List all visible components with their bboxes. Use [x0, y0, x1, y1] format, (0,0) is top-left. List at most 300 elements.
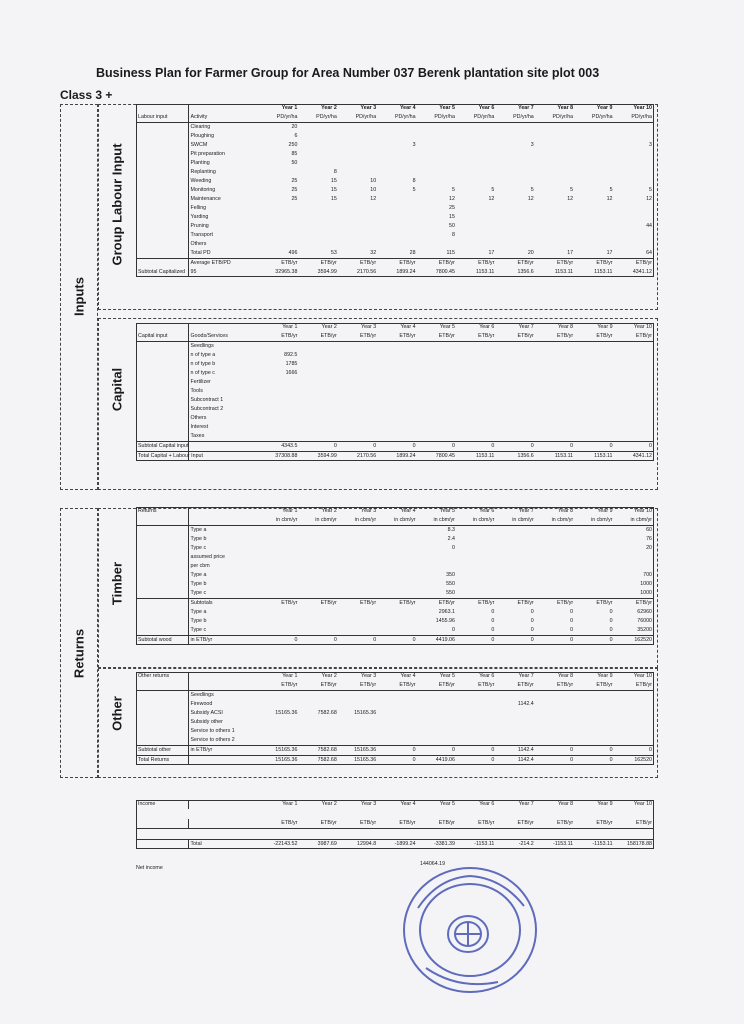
labour-row-9-value-y7 — [496, 204, 535, 213]
labour-subtotal-value-y8: 1153.11 — [554, 269, 574, 275]
timber-row-5-label: Type a — [190, 572, 207, 578]
table-row — [136, 626, 654, 636]
labour-row-3-value-y2 — [299, 150, 338, 159]
capital-total-value-y3: 2170.56 — [339, 452, 378, 462]
labour-row-14-col0 — [136, 249, 188, 259]
labour-row-5-value-y9 — [575, 168, 614, 177]
other-header-unit-value-y2: ETB/yr — [299, 681, 338, 691]
timber-row-5-value-y3 — [339, 571, 378, 580]
table-row — [136, 369, 654, 378]
timber-subtotal-row-0-value-y9: 0 — [609, 609, 613, 615]
labour-row-11-value-y6 — [457, 222, 496, 231]
other-row-0-value-y8 — [536, 691, 575, 701]
capital-row-3-value-y3 — [339, 369, 378, 378]
labour-header-year-value-y10: Year 10 — [633, 105, 652, 111]
labour-header-year-value-y4: Year 4 — [399, 105, 416, 111]
labour-row-3-value-y10 — [615, 150, 654, 159]
other-total-returns-value-y5: 4419.06 — [418, 756, 457, 766]
other-header-unit-value-y1: ETB/yr — [260, 681, 299, 691]
timber-row-6-label: Type b — [190, 581, 207, 587]
labour-row-11-label: Pruning — [190, 223, 209, 229]
labour-row-0-value-y8 — [536, 123, 575, 133]
other-subtotal-value-y6: 0 — [457, 746, 496, 756]
labour-row-4-value-y5 — [418, 159, 457, 168]
timber-row-5-value-y5: 350 — [446, 572, 455, 578]
labour-row-0-value-y4 — [378, 123, 417, 133]
other-row-0-label: Seedlings — [190, 692, 214, 698]
capital-row-4-value-y1 — [260, 378, 299, 387]
other-row-5-label: Service to others 2 — [190, 737, 235, 743]
labour-row-13-value-y6 — [457, 240, 496, 249]
capital-header-year-value-y8: Year 8 — [558, 324, 574, 330]
timber-row-0-value-y8 — [536, 526, 575, 536]
capital-row-6-col0 — [136, 396, 188, 405]
capital-row-7-label: Subcontract 2 — [190, 406, 224, 412]
timber-row-5-value-y4 — [378, 571, 417, 580]
labour-row-8-col0 — [136, 195, 188, 204]
capital-row-10-value-y1 — [260, 432, 299, 442]
timber-row-2-value-y8 — [536, 544, 575, 553]
timber-row-5-value-y9 — [575, 571, 614, 580]
table-row — [136, 387, 654, 396]
labour-row-11-value-y5: 50 — [449, 223, 455, 229]
labour-row-3-col0 — [136, 150, 188, 159]
spacer-row — [136, 829, 654, 840]
capital-subtotal-value-y2: 0 — [299, 442, 338, 452]
capital-row-5-value-y5 — [418, 387, 457, 396]
other-row-4-value-y7 — [496, 727, 535, 736]
table-row — [136, 432, 654, 442]
income-header-year-value-y10: Year 10 — [633, 801, 652, 807]
capital-total-value-y1: 37308.88 — [260, 452, 299, 462]
official-stamp-icon — [398, 858, 550, 998]
timber-row-0-value-y10: 60 — [646, 527, 652, 533]
capital-subtotal-value-y1: 4343.5 — [260, 442, 299, 452]
labour-row-9-value-y2 — [299, 204, 338, 213]
labour-row-9-value-y5: 25 — [449, 205, 455, 211]
capital-header-unit-value-y7: ETB/yr — [496, 332, 535, 342]
capital-row-9-value-y6 — [457, 423, 496, 432]
income-header-unit-col0 — [136, 819, 188, 829]
timber-row-3-value-y4 — [378, 553, 417, 562]
labour-row-14-value-y1: 496 — [288, 250, 298, 256]
timber-subtotals-units-col0 — [136, 599, 188, 609]
timber-row-2-value-y10: 20 — [646, 545, 652, 551]
other-subtotal-value-y9: 0 — [575, 746, 614, 756]
labour-row-11-value-y7 — [496, 222, 535, 231]
labour-row-12-value-y10 — [615, 231, 654, 240]
labour-row-12-value-y8 — [536, 231, 575, 240]
other-row-2-value-y1: 15165.36 — [275, 710, 298, 716]
timber-row-2-value-y5: 0 — [452, 545, 455, 551]
labour-row-11-col0 — [136, 222, 188, 231]
other-total-returns-value-y2: 7582.68 — [299, 756, 338, 766]
spacer-cell — [136, 809, 654, 819]
other-row-3-value-y5 — [418, 718, 457, 727]
net-income-value: 144064.19 — [420, 861, 446, 867]
labour-subtotal-value-y5: 7800.45 — [435, 269, 455, 275]
labour-row-2-value-y2 — [299, 141, 338, 150]
labour-row-2-label: SWCM — [190, 142, 208, 148]
capital-row-6-value-y3 — [339, 396, 378, 405]
labour-row-13-value-y9 — [575, 240, 614, 249]
capital-row-2-value-y3 — [339, 360, 378, 369]
timber-row-6-value-y8 — [536, 580, 575, 589]
capital-row-1-value-y5 — [418, 351, 457, 360]
labour-avg-value-y1: ETB/yr — [260, 259, 299, 269]
timber-subtotal-row-0-value-y1 — [260, 608, 299, 617]
other-row-5-value-y9 — [575, 736, 614, 746]
timber-row-7-value-y6 — [457, 589, 496, 599]
capital-subtotal-value-y9: 0 — [575, 442, 614, 452]
other-row-0-value-y9 — [575, 691, 614, 701]
labour-row-5-value-y5 — [418, 168, 457, 177]
capital-row-0-value-y5 — [418, 342, 457, 352]
capital-row-3-value-y8 — [536, 369, 575, 378]
labour-row-14-value-y6: 17 — [488, 250, 495, 256]
labour-row-11-value-y3 — [339, 222, 378, 231]
capital-row-1-value-y3 — [339, 351, 378, 360]
other-header-year-value-y4: Year 4 — [400, 673, 416, 679]
capital-header-unit-col0: Capital input — [136, 332, 188, 342]
table-row — [136, 159, 654, 168]
timber-label: Timber — [109, 561, 125, 606]
timber-header-unit-value-y9: in cbm/yr — [575, 516, 614, 526]
labour-row-14-value-y3: 32 — [370, 250, 377, 256]
capital-header-year-value-y4: Year 4 — [400, 324, 416, 330]
income-table — [136, 800, 654, 849]
table-row — [136, 222, 654, 231]
labour-row-0-value-y6 — [457, 123, 496, 133]
labour-header-unit-value-y5: PD/yr/ha — [418, 113, 457, 123]
labour-subtotal-value-y4: 1899.24 — [396, 269, 416, 275]
other-row-2-value-y9 — [575, 709, 614, 718]
capital-row-4-value-y9 — [575, 378, 614, 387]
timber-header-year-value-y5: Year 5 — [439, 508, 455, 514]
table-row — [136, 323, 654, 332]
labour-row-2-value-y9 — [575, 141, 614, 150]
table-row — [136, 736, 654, 746]
timber-row-7-label: Type c — [190, 590, 207, 596]
capital-row-2-value-y9 — [575, 360, 614, 369]
labour-row-7-value-y5: 5 — [452, 187, 455, 193]
other-total-returns-value-y4: 0 — [378, 756, 417, 766]
capital-row-8-value-y3 — [339, 414, 378, 423]
table-row — [136, 249, 654, 259]
capital-row-1-value-y1: 892.5 — [284, 352, 298, 358]
capital-row-9-value-y9 — [575, 423, 614, 432]
other-total-returns-col0: Total Returns — [136, 756, 188, 766]
timber-subtotal-row-2-value-y9: 0 — [609, 627, 613, 633]
labour-row-7-label: Monitoring — [190, 187, 216, 193]
other-row-5-value-y10 — [615, 736, 654, 746]
capital-header-year-value-y1: Year 1 — [282, 324, 298, 330]
income-total-value-y9: -1153.11 — [575, 840, 614, 850]
timber-row-7-value-y7 — [496, 589, 535, 599]
other-subtotal-value-y3: 15165.36 — [339, 746, 378, 756]
labour-row-10-value-y9 — [575, 213, 614, 222]
capital-row-4-value-y10 — [615, 378, 654, 387]
timber-row-6-value-y5: 550 — [446, 581, 455, 587]
income-header-year-col0: Income — [136, 800, 188, 809]
income-total-value-y10: 158178.88 — [615, 840, 654, 850]
other-header-year-value-y9: Year 9 — [597, 673, 613, 679]
income-total-value-y6: -1153.11 — [457, 840, 496, 850]
timber-row-7-value-y10: 1000 — [640, 590, 652, 596]
other-subtotal-value-y7: 1142.4 — [496, 746, 535, 756]
other-row-4-value-y5 — [418, 727, 457, 736]
class-label: Class 3 + — [60, 88, 113, 102]
timber-row-1-label: Type b — [190, 536, 207, 542]
capital-row-10-col0 — [136, 432, 188, 442]
income-header-year-value-y9: Year 9 — [597, 801, 613, 807]
timber-row-4-value-y10 — [615, 562, 654, 571]
other-row-2-label: Subsidy ACSI — [190, 710, 223, 716]
labour-row-3-value-y1: 85 — [291, 151, 298, 157]
other-row-5-value-y4 — [378, 736, 417, 746]
capital-row-1-label: n of type a — [190, 352, 216, 358]
income-total-value-y5: -3381.39 — [418, 840, 457, 850]
capital-total-value-y8: 1153.11 — [536, 452, 575, 462]
labour-row-3-value-y3 — [339, 150, 378, 159]
other-total-returns-label — [188, 756, 260, 766]
capital-row-7-value-y1 — [260, 405, 299, 414]
labour-row-8-value-y9: 12 — [606, 196, 613, 202]
table-row — [136, 507, 654, 516]
labour-row-4-value-y9 — [575, 159, 614, 168]
capital-row-8-value-y6 — [457, 414, 496, 423]
capital-row-6-value-y6 — [457, 396, 496, 405]
table-row — [136, 414, 654, 423]
timber-subtotals-units-value-y7: ETB/yr — [496, 599, 535, 609]
timber-subtotal-wood-value-y7: 0 — [496, 636, 535, 646]
table-row — [136, 819, 654, 829]
capital-row-3-label: n of type c — [190, 370, 215, 376]
capital-row-10-value-y7 — [496, 432, 535, 442]
other-total-returns-value-y10: 162520 — [615, 756, 654, 766]
timber-header-year-value-y8: Year 8 — [558, 508, 574, 514]
labour-row-4-value-y2 — [299, 159, 338, 168]
timber-row-2-col0 — [136, 544, 188, 553]
other-header-unit-value-y5: ETB/yr — [418, 681, 457, 691]
labour-row-1-value-y9 — [575, 132, 614, 141]
table-row — [136, 709, 654, 718]
income-header-unit-value-y10: ETB/yr — [615, 819, 654, 829]
income-total-value-y1: -22143.52 — [260, 840, 299, 850]
capital-row-9-value-y4 — [378, 423, 417, 432]
table-row — [136, 571, 654, 580]
timber-row-2-value-y4 — [378, 544, 417, 553]
timber-row-0-value-y3 — [339, 526, 378, 536]
capital-row-4-col0 — [136, 378, 188, 387]
other-subtotal-value-y8: 0 — [536, 746, 575, 756]
labour-row-9-value-y8 — [536, 204, 575, 213]
timber-row-0-value-y9 — [575, 526, 614, 536]
capital-row-1-value-y2 — [299, 351, 338, 360]
timber-header-unit-value-y10: in cbm/yr — [615, 516, 654, 526]
income-header-year-value-y7: Year 7 — [518, 801, 534, 807]
timber-row-4-value-y7 — [496, 562, 535, 571]
labour-row-2-value-y6 — [457, 141, 496, 150]
labour-row-13-value-y1 — [260, 240, 299, 249]
other-row-2-col0 — [136, 709, 188, 718]
other-header-year-value-y7: Year 7 — [518, 673, 534, 679]
table-row — [136, 580, 654, 589]
labour-header-year-label — [188, 104, 260, 113]
labour-header-unit-value-y7: PD/yr/ha — [496, 113, 535, 123]
capital-row-8-value-y1 — [260, 414, 299, 423]
timber-subtotal-row-0-value-y4 — [378, 608, 417, 617]
labour-row-10-value-y5: 15 — [449, 214, 455, 220]
capital-row-1-value-y4 — [378, 351, 417, 360]
capital-row-10-value-y6 — [457, 432, 496, 442]
timber-row-2-value-y2 — [299, 544, 338, 553]
labour-row-2-value-y7: 3 — [530, 142, 534, 148]
other-total-returns-value-y1: 15165.36 — [260, 756, 299, 766]
labour-row-1-value-y4 — [378, 132, 417, 141]
other-subtotal-col0: Subtotal other — [136, 746, 188, 756]
labour-row-8-value-y7: 12 — [527, 196, 534, 202]
labour-row-0-value-y3 — [339, 123, 378, 133]
other-row-3-value-y9 — [575, 718, 614, 727]
labour-row-6-value-y9 — [575, 177, 614, 186]
table-row — [136, 204, 654, 213]
timber-row-4-col0 — [136, 562, 188, 571]
timber-subtotals-units-value-y4: ETB/yr — [378, 599, 417, 609]
labour-row-5-value-y7 — [496, 168, 535, 177]
capital-row-8-value-y8 — [536, 414, 575, 423]
timber-row-5-value-y2 — [299, 571, 338, 580]
other-header-year-col0: Other returns — [136, 672, 188, 681]
timber-row-3-col0 — [136, 553, 188, 562]
other-header-year-value-y2: Year 2 — [321, 673, 337, 679]
timber-row-3-value-y10 — [615, 553, 654, 562]
table-row — [136, 123, 654, 133]
labour-row-5-value-y6 — [457, 168, 496, 177]
labour-row-1-value-y6 — [457, 132, 496, 141]
other-row-2-value-y2: 7582.68 — [317, 710, 337, 716]
table-row — [136, 727, 654, 736]
capital-total-value-y7: 1356.6 — [496, 452, 535, 462]
labour-row-5-value-y8 — [536, 168, 575, 177]
timber-subtotal-row-2-value-y1 — [260, 626, 299, 636]
labour-row-12-value-y7 — [496, 231, 535, 240]
timber-row-5-value-y6 — [457, 571, 496, 580]
capital-total-value-y5: 7800.45 — [418, 452, 457, 462]
timber-row-3-value-y8 — [536, 553, 575, 562]
labour-row-14-value-y7: 20 — [527, 250, 534, 256]
labour-subtotal-value-y10: 4341.12 — [632, 269, 652, 275]
income-total-value-y8: -1153.11 — [536, 840, 575, 850]
capital-row-4-value-y8 — [536, 378, 575, 387]
other-header-year-value-y5: Year 5 — [439, 673, 455, 679]
labour-header-unit-value-y10: PD/yr/ha — [615, 113, 654, 123]
timber-row-5-value-y7 — [496, 571, 535, 580]
other-row-0-value-y10 — [615, 691, 654, 701]
other-row-0-value-y4 — [378, 691, 417, 701]
capital-row-1-value-y7 — [496, 351, 535, 360]
timber-row-4-value-y8 — [536, 562, 575, 571]
capital-row-5-label: Tools — [190, 388, 203, 394]
timber-row-1-value-y4 — [378, 535, 417, 544]
table-row — [136, 342, 654, 352]
table-row — [136, 589, 654, 599]
timber-header-unit-value-y7: in cbm/yr — [496, 516, 535, 526]
timber-subtotal-row-0-value-y3 — [339, 608, 378, 617]
table-row — [136, 150, 654, 159]
labour-row-4-value-y1: 50 — [291, 160, 298, 166]
returns-label: Returns — [71, 628, 87, 679]
capital-row-4-value-y5 — [418, 378, 457, 387]
labour-subtotal-value-y2: 3594.99 — [317, 269, 337, 275]
capital-input-table — [136, 323, 654, 461]
labour-row-8-value-y6: 12 — [488, 196, 495, 202]
labour-row-9-value-y6 — [457, 204, 496, 213]
other-row-5-value-y7 — [496, 736, 535, 746]
labour-row-8-value-y3: 12 — [370, 196, 377, 202]
capital-row-5-value-y4 — [378, 387, 417, 396]
labour-row-7-value-y4: 5 — [412, 187, 416, 193]
labour-row-12-value-y9 — [575, 231, 614, 240]
other-subtotal-value-y2: 7582.68 — [299, 746, 338, 756]
labour-row-9-value-y10 — [615, 204, 654, 213]
capital-row-7-value-y7 — [496, 405, 535, 414]
capital-header-year-value-y7: Year 7 — [518, 324, 534, 330]
capital-row-7-value-y5 — [418, 405, 457, 414]
capital-row-9-col0 — [136, 423, 188, 432]
labour-avg-value-y8: ETB/yr — [536, 259, 575, 269]
labour-row-3-value-y7 — [496, 150, 535, 159]
timber-row-7-value-y9 — [575, 589, 614, 599]
other-row-2-value-y6 — [457, 709, 496, 718]
other-row-4-label: Service to others 1 — [190, 728, 235, 734]
table-row — [136, 672, 654, 681]
capital-row-10-value-y9 — [575, 432, 614, 442]
timber-subtotal-row-1-value-y8: 0 — [570, 618, 574, 624]
other-total-returns-value-y6: 0 — [457, 756, 496, 766]
timber-subtotal-row-1-value-y1 — [260, 617, 299, 626]
capital-row-3-value-y6 — [457, 369, 496, 378]
labour-subtotal-value-y6: 1153.11 — [475, 269, 495, 275]
timber-row-7-value-y8 — [536, 589, 575, 599]
other-row-5-col0 — [136, 736, 188, 746]
timber-subtotal-row-1-value-y10: 76000 — [637, 618, 652, 624]
timber-subtotals-units-value-y6: ETB/yr — [457, 599, 496, 609]
other-row-3-value-y4 — [378, 718, 417, 727]
timber-row-2-value-y1 — [260, 544, 299, 553]
other-row-0-value-y6 — [457, 691, 496, 701]
timber-header-unit-value-y2: in cbm/yr — [299, 516, 338, 526]
timber-subtotal-wood-value-y6: 0 — [457, 636, 496, 646]
labour-row-9-value-y4 — [378, 204, 417, 213]
other-row-0-value-y3 — [339, 691, 378, 701]
table-row — [136, 132, 654, 141]
labour-row-0-value-y7 — [496, 123, 535, 133]
other-row-1-value-y8 — [536, 700, 575, 709]
timber-subtotal-wood-col0: Subtotal wood — [136, 636, 188, 646]
labour-row-1-value-y7 — [496, 132, 535, 141]
labour-avg-label: Average ETB/PD — [188, 259, 260, 269]
other-subtotal-label: in ETB/yr — [188, 746, 260, 756]
timber-row-2-label: Type c — [190, 545, 207, 551]
capital-row-2-label: n of type b — [190, 361, 216, 367]
labour-row-10-value-y4 — [378, 213, 417, 222]
timber-subtotal-row-2-col0 — [136, 626, 188, 636]
other-row-3-value-y2 — [299, 718, 338, 727]
labour-row-1-value-y1: 6 — [294, 133, 298, 139]
income-total-value-y7: -214.2 — [496, 840, 535, 850]
capital-row-8-value-y10 — [615, 414, 654, 423]
